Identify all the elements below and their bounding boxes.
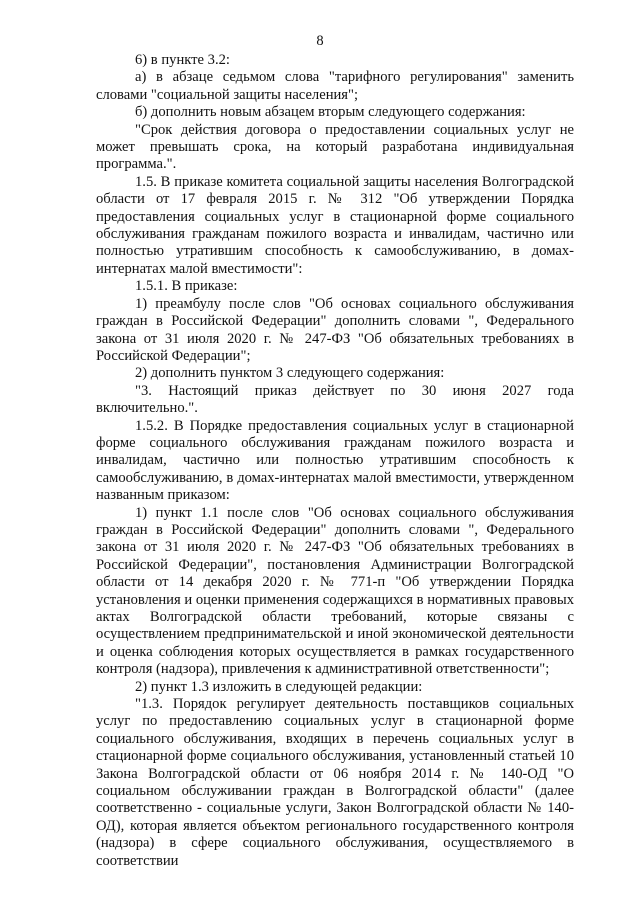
paragraph-a-replace-words: а) в абзаце седьмом слова "тарифного регулирования" заменить словами "социальной защиты населения"; (96, 69, 574, 103)
page-number: 8 (316, 33, 324, 49)
paragraph-6-point-3-2: 6) в пункте 3.2: (135, 52, 230, 68)
paragraph-contract-term-quote: "Срок действия договора о предоставлении социальных услуг не может превышать срока, на который разработана индивидуальная программа.". (96, 121, 574, 173)
paragraph-1-5-1-item-1: 1) преамбулу после слов "Об основах социального обслуживания граждан в Российской Федерации" дополнить словами ", Федерального закона от 31 июля 2020 г. № 247-ФЗ "Об обязательных требованиях в Российской Федерации"; (96, 295, 574, 364)
paragraph-1-5-2-item-1: 1) пункт 1.1 после слов "Об основах социального обслуживания граждан в Российской Федерации" дополнить словами ", Федерального закона от 31 июля 2020 г. № 247-ФЗ "Об обязательных требованиях в Российской Федерации", постановления Администрации Волгоградской области от 14 декабря 2020 г. № 771-п "Об утверждении Порядка установления и оценки применения содержащихся в нормативных правовых актах Волгоградской области требований, которые связаны с осуществлением предпринимательской и иной экономической деятельности и оценка соблюдения которых осуществляется в рамках государственного контроля (надзора), привлечения к административной ответственности"; (96, 504, 574, 678)
document-body (96, 52, 574, 870)
paragraph-point-1-3-quote: "1.3. Порядок регулирует деятельность поставщиков социальных услуг по предоставлению социальных услуг в стационарной форме социального обслуживания, входящих в перечень социальных услуг в стационарной форме социального обслуживания, установленный статьей 10 Закона Волгоградской области от 06 ноября 2014 г. № 140-ОД "О социальном обслуживании граждан в Волгоградской области" (далее соответственно - социальные услуги, Закон Волгоградской области № 140-ОД), которая является объектом регионального государственного контроля (надзора) в сфере социального обслуживания, осуществляемого в соответствии (96, 696, 574, 869)
paragraph-1-5-2-item-2: 2) пункт 1.3 изложить в следующей редакции: (135, 678, 423, 695)
paragraph-1-5-1: 1.5.1. В приказе: (135, 278, 238, 295)
paragraph-point-3-quote: "3. Настоящий приказ действует по 30 июня 2027 года включительно.". (96, 382, 574, 417)
paragraph-b-add-second-clause: б) дополнить новым абзацем вторым следующего содержания: (135, 104, 526, 121)
paragraph-1-5-1-item-2: 2) дополнить пунктом 3 следующего содержания: (135, 365, 445, 382)
paragraph-1-5-2: 1.5.2. В Порядке предоставления социальных услуг в стационарной форме социального обслуживания гражданам пожилого возраста и инвалидам, частично или полностью утратившим способность к самообслуживанию, в домах-интернатах малой вместимости, утвержденном названным приказом: (96, 417, 574, 504)
paragraph-1-5-order-title: 1.5. В приказе комитета социальной защиты населения Волгоградской области от 17 февраля 2015 г. № 312 "Об утверждении Порядка предоставления социальных услуг в стационарной форме социального обслуживания гражданам пожилого возраста и инвалидам, частично или полностью утратившим способность к самообслуживанию, в домах-интернатах малой вместимости": (96, 173, 574, 277)
